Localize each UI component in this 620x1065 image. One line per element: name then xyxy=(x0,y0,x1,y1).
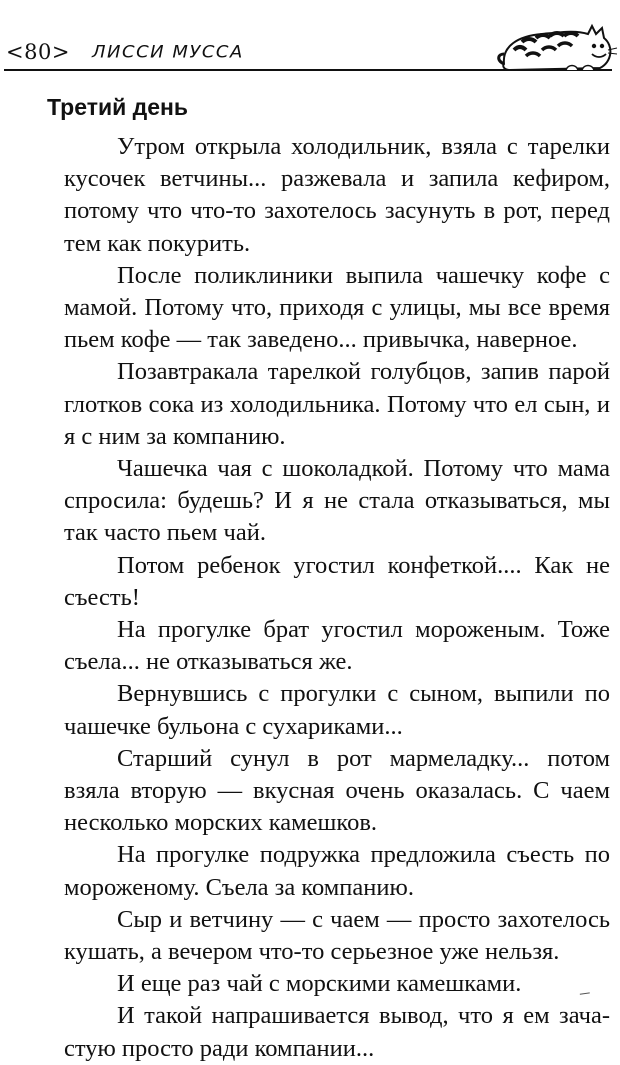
running-header-author: ЛИССИ МУССА xyxy=(92,42,244,63)
chapter-title: Третий день xyxy=(47,94,189,120)
paragraph: Сыр и ветчину — с чаем — просто захотелось кушать, а вечером что-то серьезное уже нельзя. xyxy=(64,905,610,966)
paragraph: На прогулке подружка предложила съесть по мороженому. Съела за компанию. xyxy=(64,841,610,901)
chapter-body xyxy=(47,91,610,1065)
paragraph: Вернувшись с прогулки с сыном, выпили по чашечке бульона с сухариками... xyxy=(64,680,610,740)
paragraph: Утром открыла холодильник, взяла с тарелки кусочек ветчины... разжевала и запила кефиром, потому что что-то захотелось засунуть в рот, перед тем как покурить. xyxy=(64,133,610,257)
striped-cat-icon xyxy=(496,16,618,72)
paragraph: Старший сунул в рот мармеладку... потом взяла вторую — вкусная очень оказалась. С чаем несколько морских камешков. xyxy=(64,744,610,837)
page-number: <80> xyxy=(6,40,70,64)
paragraph: После поликлиники выпила чашечку кофе с мамой. Потому что, приходя с улицы, мы все время пьем кофе — так заведено... привычка, наверное. xyxy=(64,261,610,354)
paragraph: И такой напрашивается вывод, что я ем зачастую просто ради компании... xyxy=(64,1002,610,1062)
paragraph: Чашечка чая с шоколадкой. Потому что мама спросила: будешь? И я не стала отказываться, мы так часто пьем чай. xyxy=(64,455,610,547)
paragraph: Позавтракала тарелкой голубцов, запив парой глотков сока из холодильника. Потому что ел сын, и я с ним за компанию. xyxy=(64,358,610,450)
paragraph: И еще раз чай с морскими камешками. xyxy=(117,970,522,998)
running-header xyxy=(0,36,620,76)
paragraph: На прогулке брат угостил мороженым. Тоже съела... не отказываться же. xyxy=(64,616,610,676)
paragraph: Потом ребенок угостил конфеткой.... Как не съесть! xyxy=(64,551,610,611)
